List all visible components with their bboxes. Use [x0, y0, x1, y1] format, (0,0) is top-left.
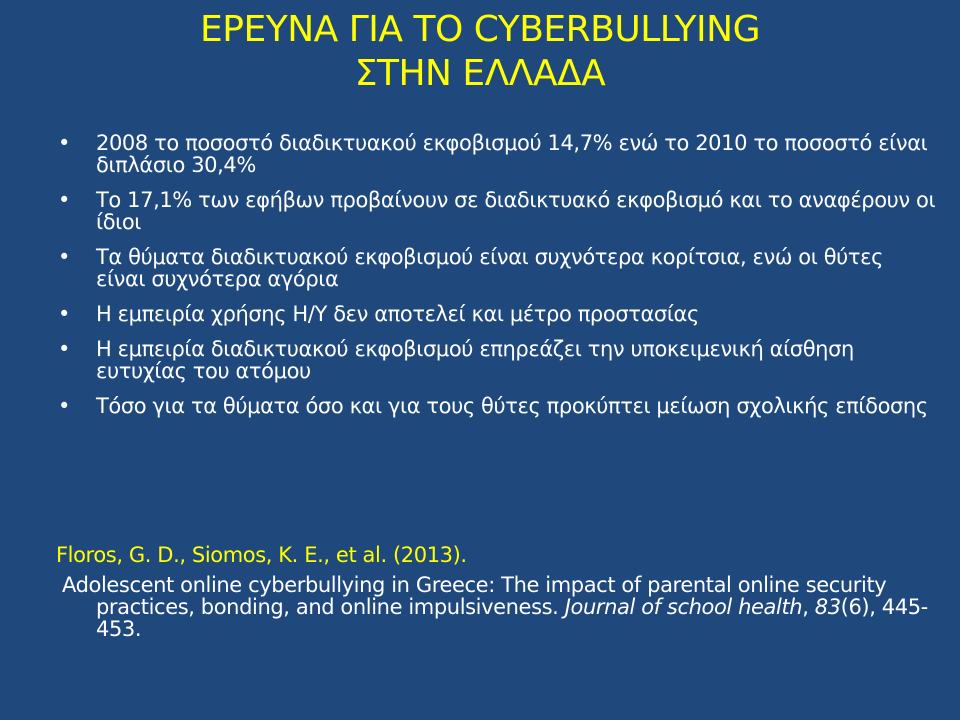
bullet-dot-icon: • [58, 302, 70, 326]
reference-issue-pages: (6), 445-453. [96, 595, 928, 641]
reference-volume: 83 [814, 595, 841, 619]
bullet-dot-icon: • [58, 337, 70, 361]
bullet-text: Το 17,1% των εφήβων προβαίνουν σε διαδικτυακό εκφοβισμό και το αναφέρουν οι ίδιοι [96, 188, 936, 234]
bullet-item [56, 303, 936, 325]
slide-title-line-2: ΣΤΗΝ ΕΛΛΑΔΑ [354, 53, 606, 94]
bullet-dot-icon: • [58, 245, 70, 269]
bullet-text: Η εμπειρία χρήσης Η/Υ δεν αποτελεί και μέτρο προστασίας [96, 302, 699, 326]
reference-separator: , [802, 595, 815, 619]
reference-block [56, 542, 936, 640]
bullet-item [56, 338, 936, 382]
bullet-text: 2008 το ποσοστό διαδικτυακού εκφοβισμού 14,7% ενώ το 2010 το ποσοστό είναι διπλάσιο 30,4% [96, 131, 928, 177]
bullet-text: Η εμπειρία διαδικτυακού εκφοβισμού επηρεάζει την υποκειμενική αίσθηση ευτυχίας του ατόμου [96, 337, 854, 383]
reference-authors: Floros, G. D., Siomos, K. E., et al. (2013). [56, 543, 467, 567]
reference-journal: Journal of school health [564, 595, 803, 619]
bullet-dot-icon: • [58, 394, 70, 418]
bullet-text: Τόσο για τα θύματα όσο και για τους θύτες προκύπτει μείωση σχολικής επίδοσης [96, 394, 928, 418]
bullet-list [56, 132, 936, 430]
bullet-item [56, 246, 936, 290]
bullet-dot-icon: • [58, 188, 70, 212]
bullet-dot-icon: • [58, 131, 70, 155]
bullet-item [56, 132, 936, 176]
reference-citation [56, 574, 936, 640]
bullet-item [56, 189, 936, 233]
bullet-item [56, 395, 936, 417]
reference-article-title: Adolescent online cyberbullying in Greece: The impact of parental online security practices, bonding, and online impulsiveness. [62, 573, 887, 619]
bullet-text: Τα θύματα διαδικτυακού εκφοβισμού είναι συχνότερα κορίτσια, ενώ οι θύτες είναι συχνότερα αγόρια [96, 245, 884, 291]
slide-title-line-1: ΕΡΕΥΝΑ ΓΙΑ ΤΟ CYBERBULLYING [200, 9, 760, 50]
slide-title [0, 8, 960, 96]
